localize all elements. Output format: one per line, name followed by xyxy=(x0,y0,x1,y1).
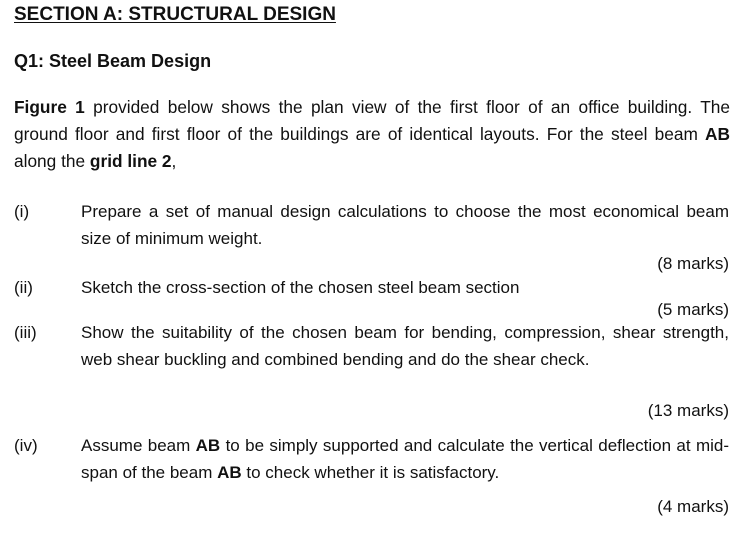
item-text-ii: Sketch the cross-section of the chosen steel beam section xyxy=(81,278,520,297)
item-iv-beam-label-2: AB xyxy=(217,463,242,482)
item-iv-text-a: Assume beam xyxy=(81,436,196,455)
item-iv-text-b: to be simply supported and calculate the vertical deflection at mid-span of the beam xyxy=(81,436,729,482)
item-marks-i: (8 marks) xyxy=(657,254,729,273)
intro-text-3: , xyxy=(171,151,177,171)
item-marks-ii: (5 marks) xyxy=(657,300,729,319)
item-text-iii: Show the suitability of the chosen beam for bending, compression, shear strength, web shear buckling and combined bending and do the shear check. xyxy=(81,323,729,369)
beam-label: AB xyxy=(705,124,730,144)
item-iv-beam-label: AB xyxy=(195,436,221,455)
item-marks-iv: (4 marks) xyxy=(657,497,729,516)
item-number-iii: (iii) xyxy=(14,323,37,342)
grid-line-label: grid line 2 xyxy=(89,151,172,171)
intro-text-2: along the xyxy=(14,151,90,171)
item-text-i: Prepare a set of manual design calculations to choose the most economical beam size of minimum weight. xyxy=(81,202,729,248)
intro-text-1: provided below shows the plan view of the first floor of an office building. The ground floor and first floor of the buildings are of identical layouts. For the steel beam xyxy=(14,97,730,144)
item-iv-text-c: to check whether it is satisfactory. xyxy=(241,463,500,482)
question-title: Q1: Steel Beam Design xyxy=(14,51,212,71)
item-number-ii: (ii) xyxy=(14,278,33,297)
section-title: SECTION A: STRUCTURAL DESIGN xyxy=(14,4,336,25)
figure-reference: Figure 1 xyxy=(14,97,85,117)
question-intro xyxy=(14,94,730,175)
item-number-i: (i) xyxy=(14,202,30,221)
item-number-iv: (iv) xyxy=(14,436,38,455)
item-text-iv xyxy=(81,432,729,486)
item-marks-iii: (13 marks) xyxy=(647,401,729,420)
